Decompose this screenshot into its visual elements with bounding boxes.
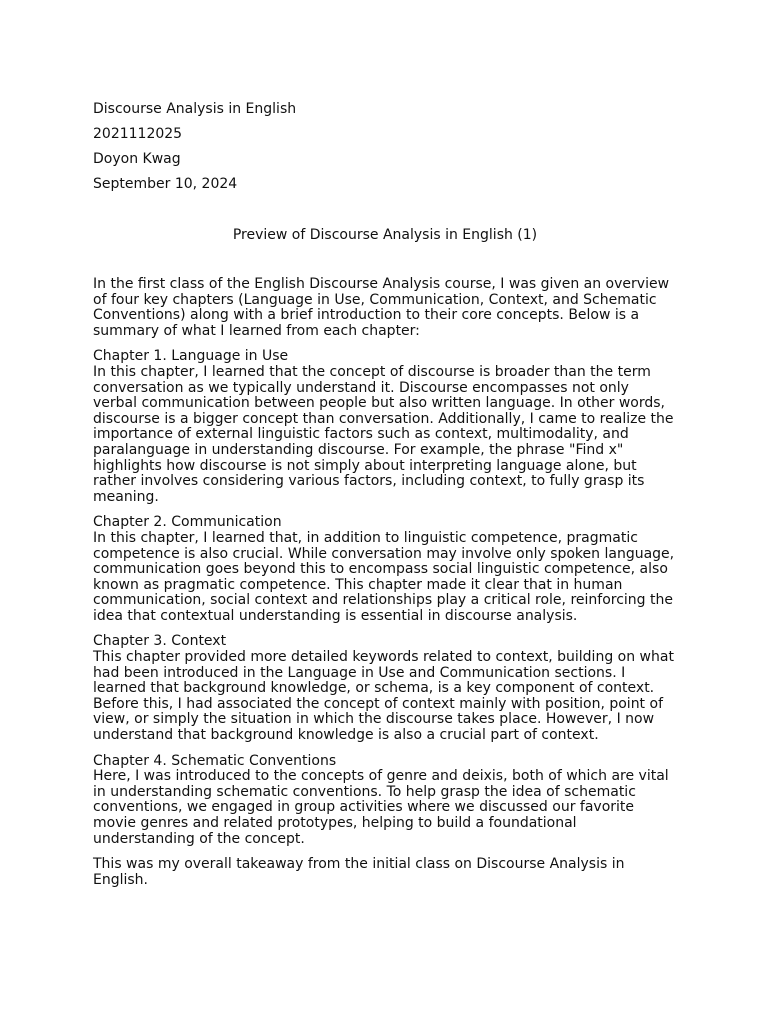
chapter-body: In this chapter, I learned that the concept of discourse is broader than the term conversation as we typically understand it. Discourse encompasses not only verbal communication between people but also written language. In other words, discourse is a bigger concept than conversation. Additionally, I came to realize the importance of external linguistic factors such as context, multimodality, and paralanguage in understanding discourse. For example, the phrase "Find x" highlights how discourse is not simply about interpreting language alone, but rather involves considering various factors, including context, to fully grasp its meaning. — [93, 363, 674, 505]
chapter-heading: Chapter 3. Context — [93, 633, 227, 650]
course-name: Discourse Analysis in English — [93, 101, 297, 117]
student-name: Doyon Kwag — [93, 151, 181, 167]
chapter-section — [93, 754, 677, 848]
chapter-body: This chapter provided more detailed keywords related to context, building on what had been introduced in the Language in Use and Communication sections. I learned that background knowledge, or schema, is a key component of context. Before this, I had associated the concept of context mainly with position, point of view, or simply the situation in which the discourse takes place. However, I now understand that background knowledge is also a crucial part of context. — [93, 649, 674, 744]
chapter-heading: Chapter 2. Communication — [93, 514, 282, 531]
document-page — [93, 101, 677, 888]
chapter-section — [93, 634, 677, 743]
chapter-section — [93, 349, 677, 505]
chapter-body: In this chapter, I learned that, in addition to linguistic competence, pragmatic competence is also crucial. While conversation may involve only spoken language, communication goes beyond this to encompass social linguistic competence, also known as pragmatic competence. This chapter made it clear that in human communication, social context and relationships play a critical role, reinforcing the idea that contextual understanding is essential in discourse analysis. — [93, 529, 675, 624]
document-date: September 10, 2024 — [93, 176, 238, 192]
document-title: Preview of Discourse Analysis in English (1) — [232, 227, 538, 243]
chapter-section — [93, 515, 677, 624]
chapter-heading: Chapter 4. Schematic Conventions — [93, 752, 337, 769]
chapter-heading: Chapter 1. Language in Use — [93, 348, 289, 365]
chapter-body: Here, I was introduced to the concepts of genre and deixis, both of which are vital in understanding schematic conventions. To help grasp the idea of schematic conventions, we engaged in group activities where we discussed our favorite movie genres and related prototypes, helping to build a foundational understanding of the concept. — [93, 768, 669, 847]
intro-paragraph: In the first class of the English Discourse Analysis course, I was given an overview of four key chapters (Language in Use, Communication, Context, and Schematic Conventions) along with a brief introduction to their core concepts. Below is a summary of what I learned from each chapter: — [93, 276, 670, 339]
closing-paragraph: This was my overall takeaway from the initial class on Discourse Analysis in English. — [93, 856, 625, 888]
student-id: 2021112025 — [93, 126, 183, 142]
